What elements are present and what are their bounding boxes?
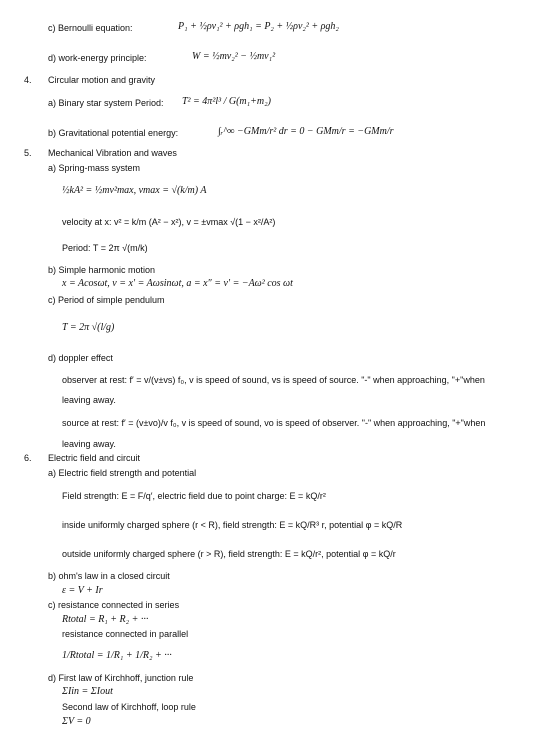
- ohms-law-equation: ε = V + Ir: [62, 585, 103, 596]
- resistance-series-equation: Rtotal = R₁ + R₂ + ···: [62, 614, 149, 625]
- bernoulli-equation: P₁ + ½ρv₁² + ρgh₁ = P₂ + ½ρv₂² + ρgh₂: [178, 21, 339, 32]
- shm-equation: x = Acosωt, v = x′ = Aωsinωt, a = x″ = v′ = −Aω² cos ωt: [62, 278, 293, 289]
- resistance-series-label: c) resistance connected in series: [48, 600, 180, 610]
- efield-outside-text: outside uniformly charged sphere (r > R), field strength: E = kQ/r², potential φ = kQ/r: [62, 549, 396, 559]
- doppler-observer-text-2: leaving away.: [62, 395, 116, 405]
- bernoulli-label: c) Bernoulli equation:: [48, 23, 133, 33]
- kirchhoff-second-label: Second law of Kirchhoff, loop rule: [62, 702, 196, 712]
- resistance-parallel-label: resistance connected in parallel: [62, 629, 189, 639]
- ohms-law-label: b) ohm's law in a closed circuit: [48, 571, 170, 581]
- work-energy-equation: W = ½mv₂² − ½mv₁²: [192, 51, 276, 62]
- doppler-label: d) doppler effect: [48, 353, 113, 363]
- work-energy-label: d) work-energy principle:: [48, 53, 147, 63]
- doppler-source-text: source at rest: f′ = (v±vo)/v f₀, v is speed of sound, vo is speed of observer. "-" when approaching, "+"when: [62, 418, 486, 428]
- section-number-5: 5.: [24, 148, 32, 158]
- grav-potential-equation: ∫ᵣ^∞ −GMm/r² dr = 0 − GMm/r = −GMm/r: [218, 126, 394, 137]
- binary-star-label: a) Binary star system Period:: [48, 98, 164, 108]
- doppler-source-text-2: leaving away.: [62, 439, 116, 449]
- efield-strength-text: Field strength: E = F/q′, electric field due to point charge: E = kQ/r²: [62, 491, 326, 501]
- efield-label: a) Electric field strength and potential: [48, 468, 197, 478]
- grav-potential-label: b) Gravitational potential energy:: [48, 128, 179, 138]
- efield-inside-text: inside uniformly charged sphere (r < R), field strength: E = kQ/R³ r, potential φ = kQ/R: [62, 520, 403, 530]
- section-number-6: 6.: [24, 453, 32, 463]
- shm-label: b) Simple harmonic motion: [48, 265, 156, 275]
- kirchhoff-second-equation: ΣV = 0: [62, 716, 91, 727]
- spring-mass-label: a) Spring-mass system: [48, 163, 141, 173]
- section-heading-6: Electric field and circuit: [48, 453, 141, 463]
- doppler-observer-text: observer at rest: f′ = v/(v±vs) f₀, v is speed of sound, vs is speed of source. "-" when approaching, "+"when: [62, 375, 485, 385]
- spring-period-equation: Period: T = 2π √(m/k): [62, 243, 148, 253]
- section-heading-5: Mechanical Vibration and waves: [48, 148, 177, 158]
- spring-energy-equation: ½kA² = ½mv²max, vmax = √(k/m) A: [62, 185, 207, 196]
- spring-velocity-equation: velocity at x: v² = k/m (A² − x²), v = ±vmax √(1 − x²/A²): [62, 217, 276, 227]
- kirchhoff-first-label: d) First law of Kirchhoff, junction rule: [48, 673, 194, 683]
- pendulum-label: c) Period of simple pendulum: [48, 295, 165, 305]
- section-heading-4: Circular motion and gravity: [48, 75, 156, 85]
- pendulum-equation: T = 2π √(l/g): [62, 322, 115, 333]
- kirchhoff-first-equation: ΣIin = ΣIout: [62, 686, 113, 697]
- section-number-4: 4.: [24, 75, 32, 85]
- binary-star-equation: T² = 4π²l³ / G(m₁+m₂): [182, 96, 271, 107]
- resistance-parallel-equation: 1/Rtotal = 1/R₁ + 1/R₂ + ···: [62, 650, 172, 661]
